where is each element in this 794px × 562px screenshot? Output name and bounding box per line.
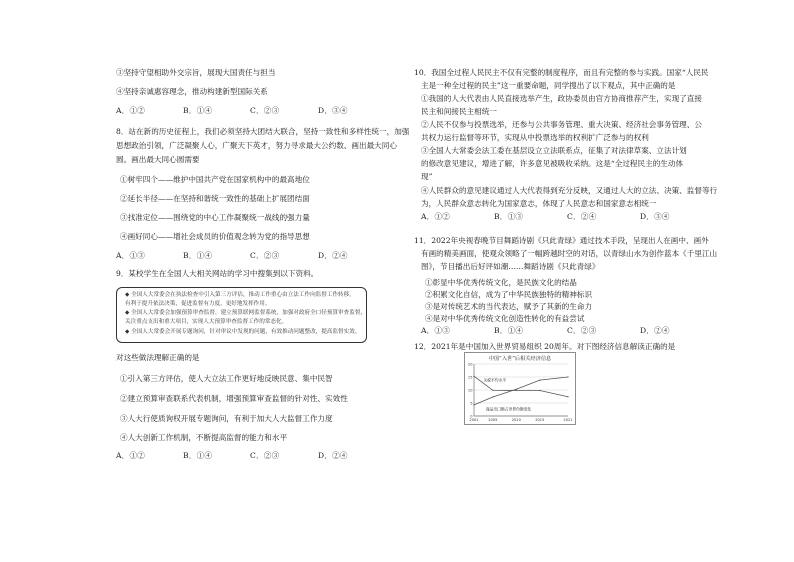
chart-x-tick-label: 2010 [511,418,521,422]
chart-point [516,389,517,390]
q10-answer-c[interactable]: C．②④ [567,212,597,221]
q7-answer-b[interactable]: B．①④ [183,106,213,115]
chart-x-tick-label: 2001 [469,418,479,422]
q11-stem-3: 图》，节目播出后好评如潮……舞蹈诗剧《只此青绿》 [421,262,600,271]
chart-point [567,376,568,377]
q9-box-line-1: ◆ 全国人大常委会在执法检查中引入第三方评估，推动工作重心由立法工作向监督工作转移， [125,292,355,298]
q9-answer-a[interactable]: A．①② [116,451,146,460]
chart-point [567,396,568,397]
chart-y-tick-label: 20 [467,362,473,367]
chart-point [516,390,517,391]
q11-item-4: ④是对中华优秀传统文化创造性转化的有益尝试 [425,314,585,323]
q10-item-3b: 的修改意见建议，增进了解，许多意见被吸收采纳。这是“全过程民主的生动体 [421,159,684,168]
q9-box-line-2: 有利于提升依法决策，促进监督有力度，更好地发挥作用。 [125,301,271,307]
q8-item-4: ④画好同心——增社会成员的价值观念转为党的指导思想 [120,232,310,241]
q10-item-3a: ③全国人大常委会法工委在基层设立立法联系点，征集了对法律草案、立法计划 [421,146,687,155]
q12-line-chart [464,352,576,425]
q7-item-4: ④坚持亲诚惠容理念，推动构建新型国际关系 [116,87,268,96]
chart-point [539,380,540,381]
q11-item-2: ②积累文化自信，成为了中华民族独特的精神标识 [425,290,593,299]
chart-point [492,390,493,391]
q11-answer-b[interactable]: B．①④ [494,326,524,335]
chart-series-label: 关税平均水平 [483,377,507,383]
q10-item-2a: ②人民不仅参与投票选举，还参与公共事务管理、重大决策、经济社会事务管理、公 [421,120,702,129]
q9-answer-b[interactable]: B．①④ [183,451,213,460]
chart-y-tick-label: 15 [467,375,473,380]
q10-answer-b[interactable]: B．①③ [494,212,524,221]
chart-title: 中国“入世”后相关经济信息 [488,356,552,362]
chart-point [492,396,493,397]
q8-item-1: ①树牢四个——维护中国共产党在国家机构中的最高地位 [120,175,310,184]
q7-answer-a[interactable]: A．①② [116,106,146,115]
q12-stem: 12．2021年是中国加入世界贸易组织 20周年。对下图经济信息解读正确的是 [414,342,676,351]
q10-stem-1: 10．我国全过程人民民主不仅有完整的制度程序，而且有完整的参与实践。国家“人民民 [414,68,709,77]
q8-item-3: ③找准定位——围绕党的中心工作凝聚统一战线的强力量 [120,213,310,222]
q11-answer-d[interactable]: D．②④ [640,326,670,335]
chart-y-tick-label: 5 [470,401,473,406]
q9-box-line-5: ◆ 全国人大常委会开展专题询问，针对审议中发现的问题，有效推动问题整改，提高监督实效。 [125,329,361,335]
q8-answer-c[interactable]: C．②③ [250,251,280,260]
q7-item-3: ③坚持守望相助外交宗旨，展现大国责任与担当 [116,68,276,77]
chart-y-tick-label: 0 [470,414,473,419]
chart-series-label: 商品出口额占世界份额变化 [485,406,532,412]
q8-answer-d[interactable]: D．②④ [318,251,348,260]
q10-item-4b: 为，人民群众意志转化为国家意志，体现了人民意志和国家意志相统一 [421,199,657,208]
q8-stem-3: 圆。画出最大同心圆需要 [116,155,200,164]
q10-item-2b: 共权力运行监督等环节，实现从中投票选举的权利扩广泛参与的权利 [421,133,649,142]
q9-item-1: ①引入第三方评估，使人大立法工作更好地反映民意、集中民智 [120,374,333,383]
q9-answer-c[interactable]: C．②③ [250,451,280,460]
q10-item-4a: ④人民群众的意见建议通过人大代表得到充分反映，又通过人大的立法、决策、监督等行 [421,186,718,195]
q8-stem-1: 8．站在新的历史征程上，我们必须坚持大团结大联合，坚持一致性和多样性统一，加强 [116,127,410,136]
q7-answer-c[interactable]: C．②③ [250,106,280,115]
chart-point [473,404,474,405]
q9-item-3: ③人大行使质询权开展专题询问，有利于加大人大监督工作力度 [120,414,333,423]
q9-box-line-4: 关注重点支出和重大项目，实现人大预算审查监督工作的常态化。 [125,319,288,325]
q10-item-1b: 民主和间接民主相统一 [421,107,497,116]
q8-answer-b[interactable]: B．①④ [183,251,213,260]
q11-item-3: ③是对传统艺术的当代表达，赋予了其新的生命力 [425,302,593,311]
q10-stem-2: 主是一种全过程的民主”这一重要命题，同学搜出了以下观点，其中正确的是 [421,81,676,90]
q11-answer-c[interactable]: C．②③ [567,326,597,335]
q8-stem-2: 思想政治引领，广泛凝聚人心，广聚天下英才，努力寻求最大公约数、画出最大同心 [116,141,397,150]
q10-answer-d[interactable]: D．③④ [640,212,670,221]
chart-frame [465,353,576,425]
chart-x-tick-label: 2005 [488,418,498,422]
q10-item-3c: 现” [421,172,433,181]
q11-item-1: ①彰显中华优秀传统文化，是民族文化的结晶 [425,278,577,287]
chart-x-tick-label: 2015 [535,418,545,422]
right-column [397,0,794,562]
chart-point [539,390,540,391]
q8-item-2: ②延长半径——在坚持和谐统一致性的基础上扩展团结面 [120,194,310,203]
q9-question: 对这些做法理解正确的是 [116,353,200,362]
q11-stem-2: 有画的精美画面，使观众领略了一幅跨越时空的对话，以青绿山水为创作蓝本《千里江山 [421,249,718,258]
q9-answer-d[interactable]: D．②④ [318,451,348,460]
q10-answer-a[interactable]: A．①② [421,212,451,221]
q9-stem: 9．某校学生在全国人大相关网站的学习中搜集到以下资料。 [116,269,319,278]
q7-answer-d[interactable]: D．③④ [318,106,348,115]
q8-answer-a[interactable]: A．①③ [116,251,146,260]
q9-box-line-3: ◆ 全国人大常委会加强预算审查监督，建立预算联网监督系统，加强对政府全口径预算审查监督， [125,310,367,316]
q10-item-1a: ①我国的人大代表由人民直接选举产生，政协委员由官方协商推荐产生，实现了直接 [421,94,702,103]
chart-y-tick-label: 10 [467,388,473,393]
q9-item-2: ②建立预算审查联系代表机制，增强预算审查监督的针对性、实效性 [120,394,348,403]
chart-x-tick-label: 2021 [563,418,573,422]
q9-item-4: ④人大创新工作机制，不断提高监督的能力和水平 [120,433,288,442]
q11-stem-1: 11．2022年央视春晚节目舞蹈诗剧《只此青绿》通过技术手段，呈现出人在画中、画外 [414,236,709,245]
q11-answer-a[interactable]: A．①③ [421,326,451,335]
chart-point [473,376,474,377]
